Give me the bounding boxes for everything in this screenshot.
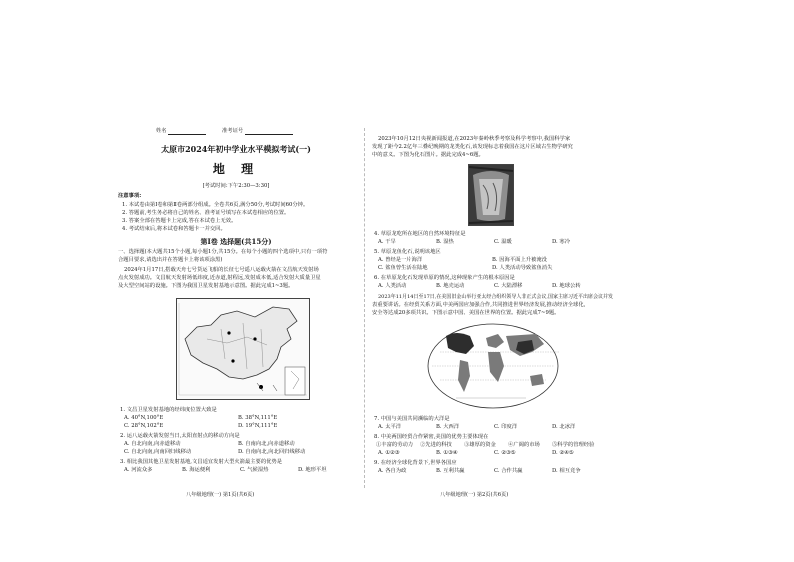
passage2-line: 安全等达成20多项共识。下图示意中国、美国在世界的位置。据此完成7~9题。 <box>372 310 560 316</box>
q7-option-a[interactable]: A. 太平洋 <box>378 424 402 430</box>
subject-title: 地 理 <box>212 162 260 176</box>
q6-stem: 6. 在草原龙化石发现草原的情况,这种现象产生的根本原因是 <box>374 275 515 281</box>
exam-page-2 <box>370 118 613 498</box>
fossil-photo <box>468 164 514 226</box>
q2-stem: 2. 运八运载火箭发射当日,太阳直射点的移动方向是 <box>120 433 240 439</box>
instruction-line: 一、选择题(本大题共15个小题,每小题1分,共15分。在每个小题的四个选项中,只有一项符 <box>118 249 328 255</box>
world-map-graphic <box>426 322 560 410</box>
q1-option-a[interactable]: A. 40°N,100°E <box>124 415 164 421</box>
q4-option-b[interactable]: B. 湿热 <box>436 239 454 245</box>
passage-line: 2024年1月17日,搭载天舟七号货运飞船的长征七号遥八运载火箭在文昌航天发射场 <box>124 267 319 273</box>
q2-option-b[interactable]: B. 自南向北,向赤道移动 <box>238 441 295 447</box>
q5-options-row2 <box>378 265 608 273</box>
q8-stem: 8. 中美两国经贸合作紧密,美国的优势主要体现在 <box>374 434 489 440</box>
q6-option-c[interactable]: C. 大陆漂移 <box>494 283 523 289</box>
q8-item: ④广阔的市场 <box>508 442 540 448</box>
q2-options-row2 <box>124 449 354 457</box>
name-field-row <box>156 128 293 135</box>
q2-option-d[interactable]: D. 自南向北,向北回归线移动 <box>238 449 306 455</box>
passage1-line: 2023年10月12日央视新闻报道,在2023年秦岭秋季考察及科学考察中,我国科学家 <box>378 136 571 142</box>
exam-no-label: 准考证号 <box>221 128 244 134</box>
q7-option-d[interactable]: D. 北冰洋 <box>552 424 576 430</box>
q9-options-row <box>378 468 608 476</box>
q6-option-a[interactable]: A. 人类活动 <box>378 283 407 289</box>
passage2-line: 2023年11月14日至17日,在美国旧金山举行亚太经合组织领导人非正式会议,国家主席习近平出席会议并发 <box>378 294 613 300</box>
passage1-line: 中的意义。下图为化石图片。据此完成4~6题。 <box>372 152 484 158</box>
passage-line: 及大型空间站的设施。下图为我国卫星发射基地示意图。据此完成1~3题。 <box>118 283 294 289</box>
q9-option-a[interactable]: A. 各自为政 <box>378 468 407 474</box>
q8-option-a[interactable]: A. ①②③ <box>378 450 400 456</box>
instruction-line: 合题目要求,请选出并在答题卡上将该项涂黑) <box>118 257 223 263</box>
q8-item: ②先进的科技 <box>420 442 452 448</box>
name-blank[interactable] <box>168 128 206 135</box>
q7-stem: 7. 中国与美国共同濒临的大洋是 <box>374 416 450 422</box>
passage1-line: 发现了距今2.2亿年三叠纪晚期的龙类化石,该发现标志着我国在这片区域古生物学研究 <box>372 144 573 150</box>
exam-no-blank[interactable] <box>245 128 293 135</box>
q1-options-row1 <box>124 415 354 423</box>
q7-options-row <box>378 424 608 432</box>
q4-option-d[interactable]: D. 寒冷 <box>552 239 571 245</box>
fossil-photo-graphic <box>469 165 513 225</box>
note-line: 1. 本试卷由第Ⅰ卷和第Ⅱ卷两部分组成。全卷共6页,满分50分,考试时间60分钟。 <box>122 202 309 208</box>
page2-footer: 八年级地理(一) 第2页(共6页) <box>440 492 509 498</box>
q2-option-c[interactable]: C. 自北向南,向南回归线移动 <box>124 449 192 455</box>
q5-option-d[interactable]: D. 人类活动导致鲨鱼消失 <box>492 265 553 271</box>
q3-option-a[interactable]: A. 河流众多 <box>124 467 153 473</box>
note-line: 2. 答题前,考生务必将自己的姓名、准考证号填写在本试卷相应的位置。 <box>122 210 290 216</box>
page1-footer: 八年级地理(一) 第1页(共6页) <box>186 492 255 498</box>
q5-stem: 5. 草原龙鱼化石,说明该地区 <box>374 249 441 255</box>
q9-option-d[interactable]: D. 相互竞争 <box>552 468 581 474</box>
q5-option-c[interactable]: C. 鲨鱼曾生活在陆地 <box>378 265 428 271</box>
passage-line: 点火发射成功。文昌航天发射场低纬度,近赤道,射程远,发射成本低,适合发射大质量卫星 <box>118 275 321 281</box>
q1-options-row2 <box>124 423 354 431</box>
q1-option-b[interactable]: B. 38°N,111°E <box>238 415 278 421</box>
q8-option-b[interactable]: B. ①③④ <box>436 450 458 456</box>
q1-option-c[interactable]: C. 28°N,102°E <box>124 423 164 429</box>
exam-title: 太原市2024年初中学业水平模拟考试(一) <box>161 144 311 154</box>
q8-item: ⑤科学的管理经验 <box>552 442 595 448</box>
q7-option-c[interactable]: C. 印度洋 <box>494 424 518 430</box>
q4-option-a[interactable]: A. 干旱 <box>378 239 396 245</box>
q3-options-row <box>124 467 354 475</box>
q8-items-row <box>376 442 610 450</box>
exam-page-1 <box>116 118 356 498</box>
passage2-line: 表重要讲话。在经贸关系方面,中美两国应加强合作,共同推进世界经济发展,推动经济全球化, <box>372 302 586 308</box>
q2-options-row1 <box>124 441 354 449</box>
notes-title: 注意事项: <box>118 193 142 199</box>
name-label: 姓名 <box>156 128 167 134</box>
q1-stem: 1. 文昌卫星发射基地的经纬度位置大致是 <box>120 407 217 413</box>
q5-options-row1 <box>378 257 608 265</box>
q9-option-b[interactable]: B. 互利共赢 <box>436 468 465 474</box>
q9-option-c[interactable]: C. 合作共赢 <box>494 468 523 474</box>
q3-option-c[interactable]: C. 气候湿热 <box>240 467 269 473</box>
q8-item: ③雄厚的资金 <box>464 442 496 448</box>
q8-option-d[interactable]: D. ②④⑤ <box>552 450 574 456</box>
page-divider <box>364 128 365 488</box>
q8-option-c[interactable]: C. ②③⑤ <box>494 450 516 456</box>
q4-option-c[interactable]: C. 温暖 <box>494 239 512 245</box>
q3-stem: 3. 相比我国其他卫星发射基地,文昌适宜发射大型火箭最主要的优势是 <box>120 459 283 465</box>
exam-time: [考试时间:下午2:30—3:30] <box>202 183 270 189</box>
q3-option-d[interactable]: D. 地形平坦 <box>298 467 327 473</box>
section-title: 第Ⅰ卷 选择题(共15分) <box>200 237 272 246</box>
q7-option-b[interactable]: B. 大西洋 <box>436 424 460 430</box>
china-launch-site-map <box>176 298 310 400</box>
note-line: 4. 考试结束后,将本试卷和答题卡一并交回。 <box>122 226 226 232</box>
q3-option-b[interactable]: B. 海运便利 <box>182 467 211 473</box>
q6-option-d[interactable]: D. 地球公转 <box>552 283 581 289</box>
china-map-graphic <box>177 299 309 399</box>
q4-stem: 4. 草原龙吃所在地区的自然环境特征是 <box>374 231 466 237</box>
q8-options-row <box>378 450 608 458</box>
q5-option-b[interactable]: B. 因海平面上升被淹没 <box>492 257 547 263</box>
q6-options-row <box>378 283 608 291</box>
q9-stem: 9. 在经济全球化背景下,世界各国应 <box>374 460 457 466</box>
q5-option-a[interactable]: A. 曾经是一片海洋 <box>378 257 423 263</box>
q4-options-row <box>378 239 608 247</box>
q8-item: ①丰富的劳动力 <box>376 442 414 448</box>
q2-option-a[interactable]: A. 自北向南,向赤道移动 <box>124 441 181 447</box>
q1-option-d[interactable]: D. 19°N,111°E <box>238 423 278 429</box>
q6-option-b[interactable]: B. 地壳运动 <box>436 283 465 289</box>
note-line: 3. 答案全部在答题卡上完成,答在本试卷上无效。 <box>122 218 237 224</box>
world-map <box>426 322 560 410</box>
